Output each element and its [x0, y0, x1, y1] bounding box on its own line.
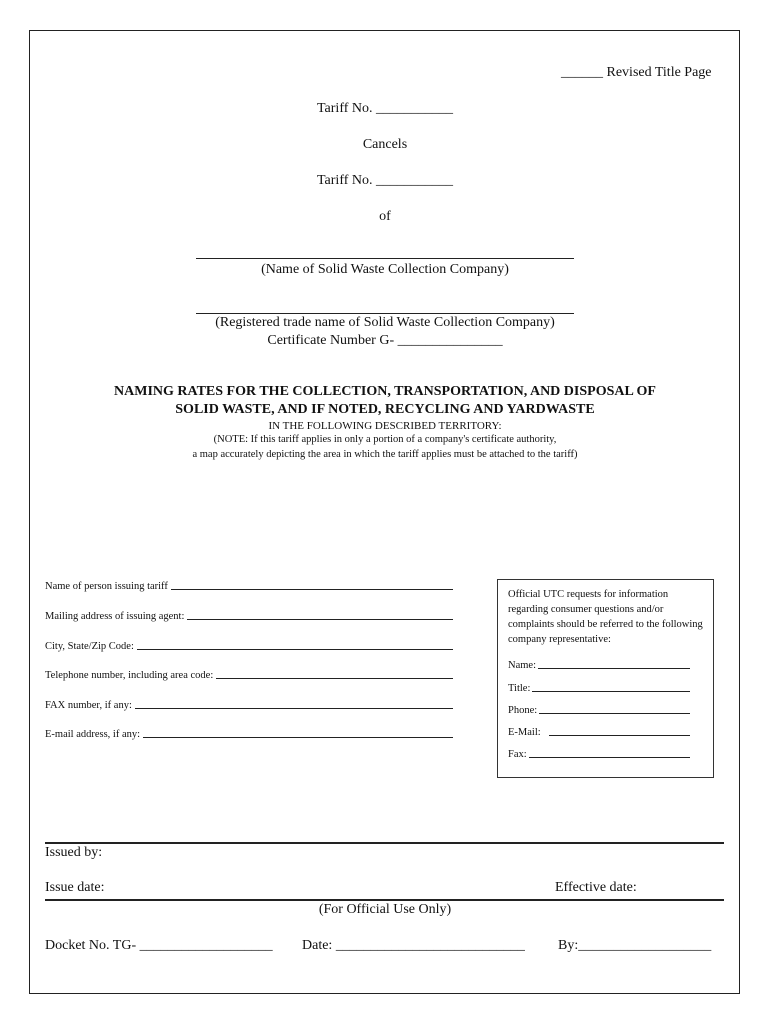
trade-name-caption: (Registered trade name of Solid Waste Collection Company) — [215, 315, 555, 330]
of-label: of — [379, 209, 391, 224]
footer-top-rule — [45, 842, 724, 844]
official-date-field: Date: ___________________________ — [302, 938, 525, 953]
company-name-caption: (Name of Solid Waste Collection Company) — [261, 262, 509, 277]
telephone-field[interactable] — [45, 670, 453, 681]
issuer-name-field[interactable] — [45, 581, 453, 592]
email-label: E-mail address, if any: — [45, 729, 141, 740]
trade-name-line — [196, 313, 574, 314]
telephone-label: Telephone number, including area code: — [45, 670, 214, 681]
rep-name-field[interactable] — [508, 660, 690, 671]
cancels-label: Cancels — [362, 137, 408, 152]
mailing-address-label: Mailing address of issuing agent: — [45, 611, 185, 622]
fax-label: FAX number, if any: — [45, 700, 132, 711]
footer-mid-rule — [45, 899, 724, 901]
city-state-zip-field[interactable] — [45, 641, 453, 652]
email-field[interactable] — [45, 729, 453, 740]
territory-note-line2: a map accurately depicting the area in which the tariff applies must be attached to the tariff) — [192, 449, 578, 460]
effective-date-label: Effective date: — [555, 880, 637, 895]
mailing-address-field[interactable] — [45, 611, 453, 622]
city-state-zip-label: City, State/Zip Code: — [45, 641, 134, 652]
rep-title-label: Title: — [508, 683, 531, 694]
rep-phone-field[interactable] — [508, 705, 690, 716]
territory-heading: IN THE FOLLOWING DESCRIBED TERRITORY: — [268, 420, 502, 432]
utc-contact-box — [497, 579, 714, 778]
rep-email-label: E-Mail: — [508, 727, 541, 738]
fax-field[interactable] — [45, 700, 453, 711]
issued-by-label: Issued by: — [45, 845, 103, 860]
issuer-name-label: Name of person issuing tariff — [45, 581, 168, 592]
issue-date-label: Issue date: — [45, 880, 105, 895]
document-title-line1: NAMING RATES FOR THE COLLECTION, TRANSPORTATION, AND DISPOSAL OF — [114, 384, 656, 399]
docket-number-field: Docket No. TG- ___________________ — [45, 938, 273, 953]
rep-fax-label: Fax: — [508, 749, 527, 760]
rep-email-field[interactable] — [508, 727, 690, 738]
rep-phone-label: Phone: — [508, 705, 538, 716]
cancelled-tariff-number-field: Tariff No. ___________ — [316, 173, 454, 188]
rep-fax-field[interactable] — [508, 749, 690, 760]
revised-title-page: ______ Revised Title Page — [561, 65, 712, 80]
rep-title-field[interactable] — [508, 683, 690, 694]
official-use-label: (For Official Use Only) — [318, 902, 452, 917]
rep-name-label: Name: — [508, 660, 536, 671]
utc-contact-intro: Official UTC requests for information regarding consumer questions and/or complaints should be referred to the following company representative: — [508, 589, 703, 645]
tariff-number-field: Tariff No. ___________ — [316, 101, 454, 116]
company-name-line — [196, 258, 574, 259]
document-title-line2: SOLID WASTE, AND IF NOTED, RECYCLING AND YARDWASTE — [175, 402, 595, 417]
certificate-number-field: Certificate Number G- _______________ — [267, 333, 503, 348]
territory-note-line1: (NOTE: If this tariff applies in only a portion of a company's certificate authority, — [213, 434, 557, 445]
official-by-field: By:___________________ — [558, 938, 712, 953]
